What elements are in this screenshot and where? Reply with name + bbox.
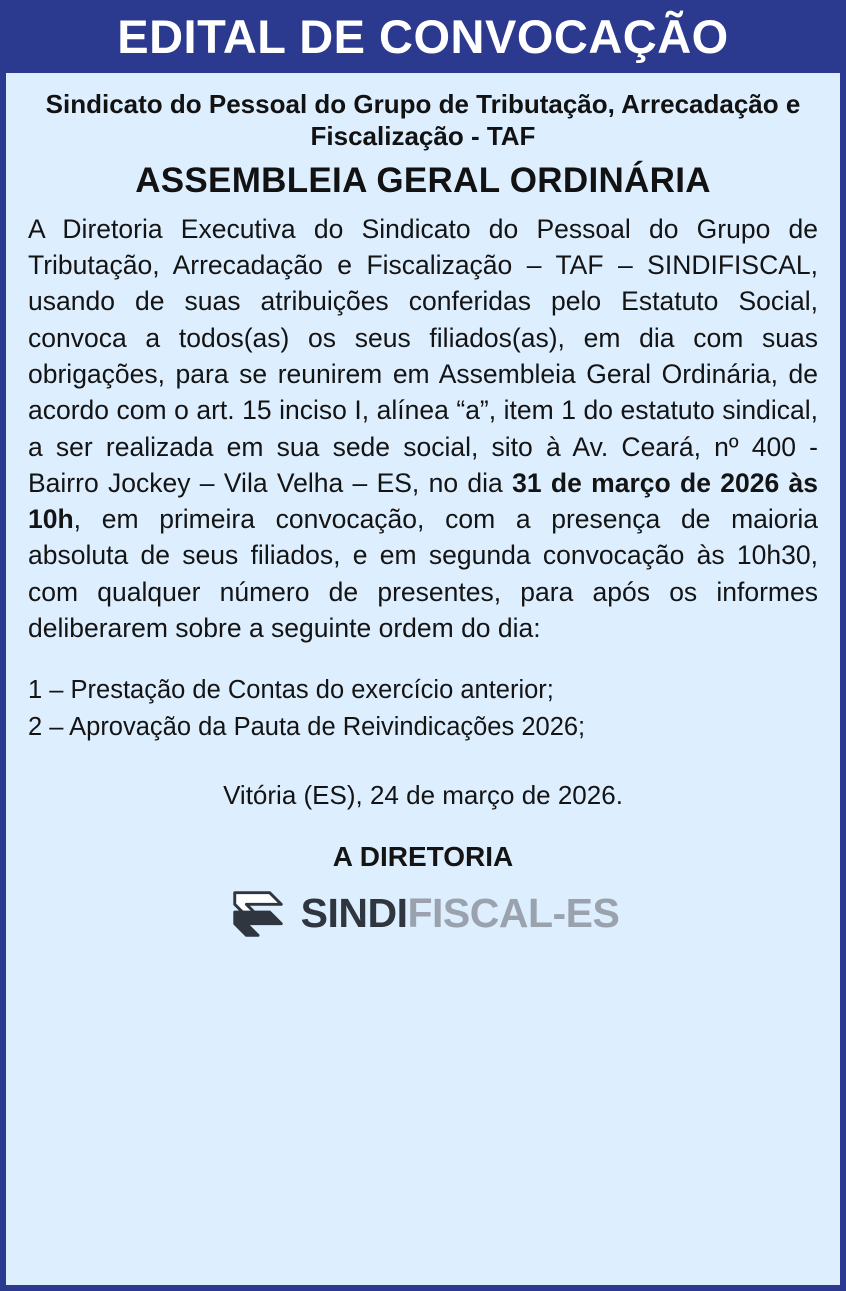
logo-text-bold: SINDI: [300, 890, 408, 937]
logo-text: [300, 890, 620, 937]
body-text: [28, 211, 818, 647]
logo-text-light: FISCAL-ES: [407, 890, 620, 937]
place-and-date: Vitória (ES), 24 de março de 2026.: [223, 779, 623, 810]
agenda-item: 2 – Aprovação da Pauta de Reivindicações 2026;: [28, 713, 586, 742]
header-bar: [6, 6, 840, 73]
body-text-highlight: 31 de março de 2026 às 10h: [28, 467, 819, 535]
organization-name: Sindicato do Pessoal do Grupo de Tributação, Arrecadação e Fiscalização - TAF: [45, 89, 801, 152]
body-text-part2: , em primeira convocação, com a presença de maioria absoluta de seus filiados, e em segunda convocação às 10h30, com qualquer número de presentes, para após os informes deliberarem sobre a seguinte ordem do dia:: [28, 504, 818, 644]
sindifiscal-s-icon: [227, 883, 289, 945]
agenda-list: [28, 672, 818, 745]
page-title: EDITAL DE CONVOCAÇÃO: [117, 10, 729, 63]
notice-body: [6, 73, 840, 1285]
body-text-part1: A Diretoria Executiva do Sindicato do Pessoal do Grupo de Tributação, Arrecadação e Fiscalização – TAF – SINDIFISCAL, usando de suas atribuições conferidas pelo Estatuto Social, convoca a todos(as) os seus filiados(as), em dia com suas obrigações, para se reunirem em Assembleia Geral Ordinária, de acordo com o art. 15 inciso I, alínea “a”, item 1 do estatuto sindical, a ser realizada em sua sede social, sito à Av. Ceará, nº 400 - Bairro Jockey – Vila Velha – ES, no dia: [28, 213, 818, 498]
agenda-item: 1 – Prestação de Contas do exercício anterior;: [28, 676, 554, 705]
signature-line: A DIRETORIA: [332, 840, 514, 872]
logo: [28, 883, 818, 945]
assembly-title: ASSEMBLEIA GERAL ORDINÁRIA: [135, 160, 711, 200]
